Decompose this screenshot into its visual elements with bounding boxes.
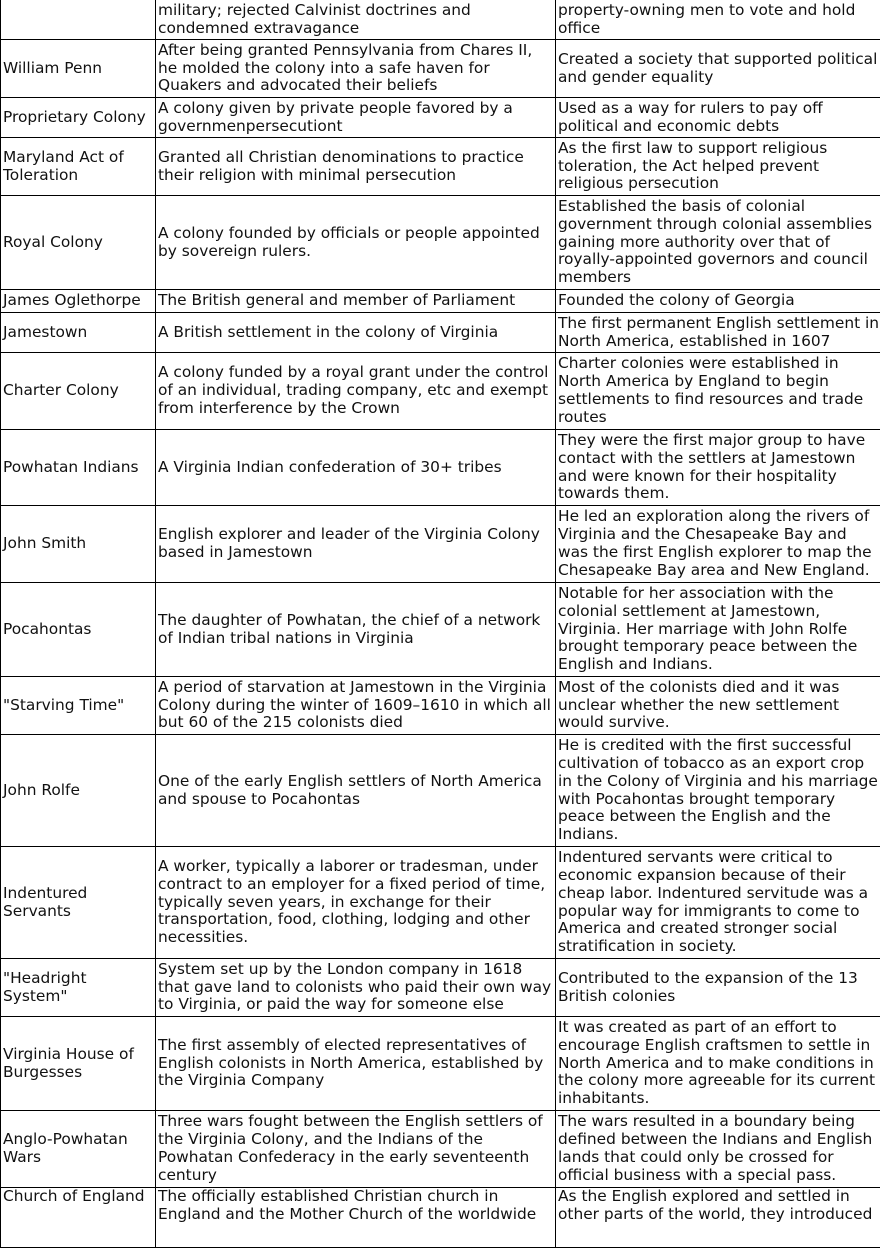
significance-cell: As the English explored and settled in other parts of the world, they introduced [556,1188,880,1248]
table-row [1,313,880,353]
definition-cell: One of the early English settlers of North America and spouse to Pocahontas [156,735,556,847]
table-row [1,847,880,959]
definition-cell: military; rejected Calvinist doctrines and condemned extravagance [156,0,556,40]
significance-cell: It was created as part of an effort to encourage English craftsmen to settle in North America and to make conditions in the colony more agreeable for its current inhabitants. [556,1017,880,1111]
definition-cell: A Virginia Indian confederation of 30+ tribes [156,430,556,506]
table-row [1,40,880,98]
table-row [1,196,880,290]
significance-cell: He led an exploration along the rivers of Virginia and the Chesapeake Bay and was the first English explorer to map the Chesapeake Bay area and New England. [556,506,880,583]
significance-cell: Established the basis of colonial government through colonial assemblies gaining more authority over that of royally-appointed governors and council members [556,196,880,290]
definition-cell: System set up by the London company in 1618 that gave land to colonists who paid their own way to Virginia, or paid the way for someone else [156,959,556,1017]
term-cell: Proprietary Colony [1,98,156,138]
term-cell: Powhatan Indians [1,430,156,506]
significance-cell: Used as a way for rulers to pay off political and economic debts [556,98,880,138]
definition-cell: A British settlement in the colony of Virginia [156,313,556,353]
term-cell: William Penn [1,40,156,98]
definition-cell: A worker, typically a laborer or tradesman, under contract to an employer for a fixed period of time, typically seven years, in exchange for their transportation, food, clothing, lodging and other necessities. [156,847,556,959]
significance-cell: property-owning men to vote and hold office [556,0,880,40]
significance-cell: Created a society that supported political and gender equality [556,40,880,98]
significance-cell: They were the first major group to have contact with the settlers at Jamestown and were known for their hospitality towards them. [556,430,880,506]
definition-cell: A period of starvation at Jamestown in the Virginia Colony during the winter of 1609–1610 in which all but 60 of the 215 colonists died [156,677,556,735]
table-row [1,138,880,196]
table-row [1,1188,880,1248]
table-row [1,430,880,506]
significance-cell: Indentured servants were critical to economic expansion because of their cheap labor. Indentured servitude was a popular way for immigrants to come to America and created stronger social stratification in society. [556,847,880,959]
term-cell: Pocahontas [1,583,156,677]
table-row [1,1017,880,1111]
definition-cell: After being granted Pennsylvania from Chares II, he molded the colony into a safe haven for Quakers and advocated their beliefs [156,40,556,98]
term-cell: Indentured Servants [1,847,156,959]
significance-cell: The wars resulted in a boundary being defined between the Indians and English lands that could only be crossed for official business with a special pass. [556,1111,880,1188]
definition-cell: The first assembly of elected representatives of English colonists in North America, established by the Virginia Company [156,1017,556,1111]
significance-cell: Contributed to the expansion of the 13 British colonies [556,959,880,1017]
significance-cell: Most of the colonists died and it was unclear whether the new settlement would survive. [556,677,880,735]
significance-cell: Notable for her association with the colonial settlement at Jamestown, Virginia. Her marriage with John Rolfe brought temporary peace between the English and Indians. [556,583,880,677]
definition-cell: Three wars fought between the English settlers of the Virginia Colony, and the Indians of the Powhatan Confederacy in the early seventeenth century [156,1111,556,1188]
significance-cell: He is credited with the first successful cultivation of tobacco as an export crop in the Colony of Virginia and his marriage with Pocahontas brought temporary peace between the English and the Indians. [556,735,880,847]
definition-cell: The British general and member of Parliament [156,290,556,313]
table-row [1,98,880,138]
term-cell: Royal Colony [1,196,156,290]
table-row [1,290,880,313]
term-cell: Anglo-Powhatan Wars [1,1111,156,1188]
table-row [1,677,880,735]
term-cell: John Smith [1,506,156,583]
term-cell: Church of England [1,1188,156,1248]
significance-cell: As the first law to support religious toleration, the Act helped prevent religious persecution [556,138,880,196]
definition-cell: English explorer and leader of the Virginia Colony based in Jamestown [156,506,556,583]
term-cell: "Starving Time" [1,677,156,735]
definition-cell: The daughter of Powhatan, the chief of a network of Indian tribal nations in Virginia [156,583,556,677]
term-cell: Jamestown [1,313,156,353]
term-cell: "Headright System" [1,959,156,1017]
term-cell: John Rolfe [1,735,156,847]
table-row [1,506,880,583]
table-row [1,1111,880,1188]
table-row [1,583,880,677]
table-row [1,735,880,847]
definition-cell: A colony given by private people favored by a governmenpersecutiont [156,98,556,138]
significance-cell: Charter colonies were established in North America by England to begin settlements to find resources and trade routes [556,353,880,430]
term-cell: Maryland Act of Toleration [1,138,156,196]
significance-cell: The first permanent English settlement in North America, established in 1607 [556,313,880,353]
term-cell: Charter Colony [1,353,156,430]
table-row [1,0,880,40]
definition-cell: Granted all Christian denominations to practice their religion with minimal persecution [156,138,556,196]
term-cell [1,0,156,40]
table-row [1,959,880,1017]
definition-cell: The officially established Christian church in England and the Mother Church of the worldwide [156,1188,556,1248]
table-row [1,353,880,430]
significance-cell: Founded the colony of Georgia [556,290,880,313]
term-cell: James Oglethorpe [1,290,156,313]
term-cell: Virginia House of Burgesses [1,1017,156,1111]
definition-cell: A colony founded by officials or people appointed by sovereign rulers. [156,196,556,290]
definition-cell: A colony funded by a royal grant under the control of an individual, trading company, etc and exempt from interference by the Crown [156,353,556,430]
